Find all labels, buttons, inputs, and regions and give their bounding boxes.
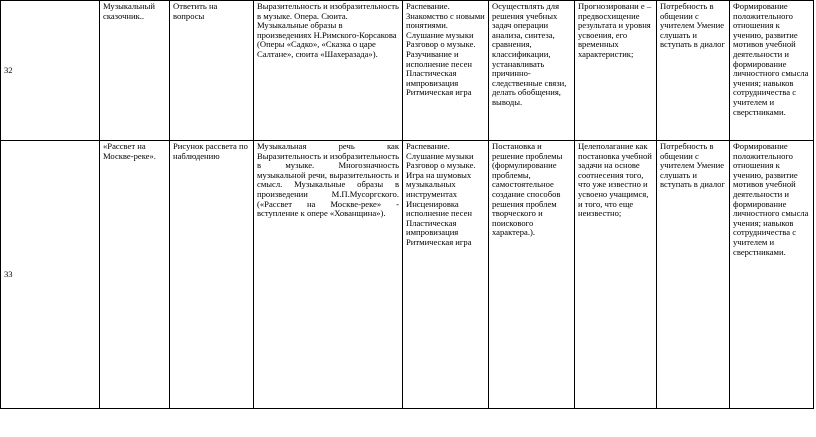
cognitive-cell [489, 1, 575, 141]
lesson-number-cell [1, 141, 100, 409]
personal-cell [730, 141, 814, 409]
activity-cell [170, 141, 254, 409]
lesson-forms: Распевание. Слушание музыки Разговор о музыке. Игра на шумовых музыкальных инструментах Инсценировка исполнение песен Пластическая импровизация Ритмическая игра [406, 141, 476, 247]
lesson-content: Выразительность и изобразительность в музыке. Опера. Сюита. Музыкальные образы в произведениях Н.Римского-Корсакова (Оперы «Садко», «Сказка о царе Салтане», сюита «Шахеразада»). [257, 1, 399, 59]
activity-cell [170, 1, 254, 141]
lesson-topic: Музыкальный сказочник.. [103, 1, 156, 21]
content-cell [254, 1, 403, 141]
lesson-number: 33 [4, 269, 13, 280]
topic-cell [100, 141, 170, 409]
topic-cell [100, 1, 170, 141]
regulatory-cell [575, 1, 657, 141]
communicative-outcomes: Потребность в общении с учителем Умение слушать и вступать в диалог [660, 1, 725, 50]
content-cell [254, 141, 403, 409]
personal-cell [730, 1, 814, 141]
table-row [1, 141, 814, 409]
communicative-cell [657, 1, 730, 141]
forms-cell [403, 141, 489, 409]
lesson-activity: Рисунок рассвета по наблюдению [173, 141, 248, 161]
lesson-content: Музыкальная речь как Выразительность и изобразительность в музыке. Многозначность музыкальной речи, выразительность и смысл. Музыкальные образы в произведении М.П.Мусоргского. («Рассвет на Москве-реке» - вступление к опере «Хованщина»). [257, 141, 399, 219]
regulatory-outcomes: Целеполагание как постановка учебной задачи на основе соотнесения того, что уже известно и усвоено учащимся, и того, что еще неизвестно; [578, 141, 652, 219]
lesson-number-cell [1, 1, 100, 141]
forms-cell [403, 1, 489, 141]
cognitive-outcomes: Постановка и решение проблемы (формулирование проблемы, самостоятельное создание способов решения проблем творческого и поискового характера.). [492, 141, 563, 238]
cognitive-outcomes: Осуществлять для решения учебных задач операции анализа, синтеза, сравнения, классификации, устанавливать причинно-следственные связи, делать обобщения, выводы. [492, 1, 567, 107]
lesson-forms: Распевание. Знакомство с новыми понятиями. Слушание музыки Разговор о музыке. Разучивание и исполнение песен Пластическая импровизация Ритмическая игра [406, 1, 485, 98]
personal-outcomes: Формирование положительного отношения к учению, развитие мотивов учебной деятельности и формирование личностного смысла учения; навыков сотрудничества с учителем и сверстниками. [733, 141, 809, 257]
lesson-topic: «Рассвет на Москве-реке». [103, 141, 156, 161]
regulatory-cell [575, 141, 657, 409]
communicative-cell [657, 141, 730, 409]
lesson-activity: Ответить на вопросы [173, 1, 218, 21]
table-row [1, 1, 814, 141]
regulatory-outcomes: Прогнозировани е – предвосхищение результата и уровня усвоения, его временных характеристик; [578, 1, 652, 59]
communicative-outcomes: Потребность в общении с учителем Умение слушать и вступать в диалог [660, 141, 725, 190]
personal-outcomes: Формирование положительного отношения к учению, развитие мотивов учебной деятельности и формирование личностного смысла учения; навыков сотрудничества с учителем и сверстниками. [733, 1, 809, 117]
cognitive-cell [489, 141, 575, 409]
lesson-number: 32 [4, 65, 13, 76]
